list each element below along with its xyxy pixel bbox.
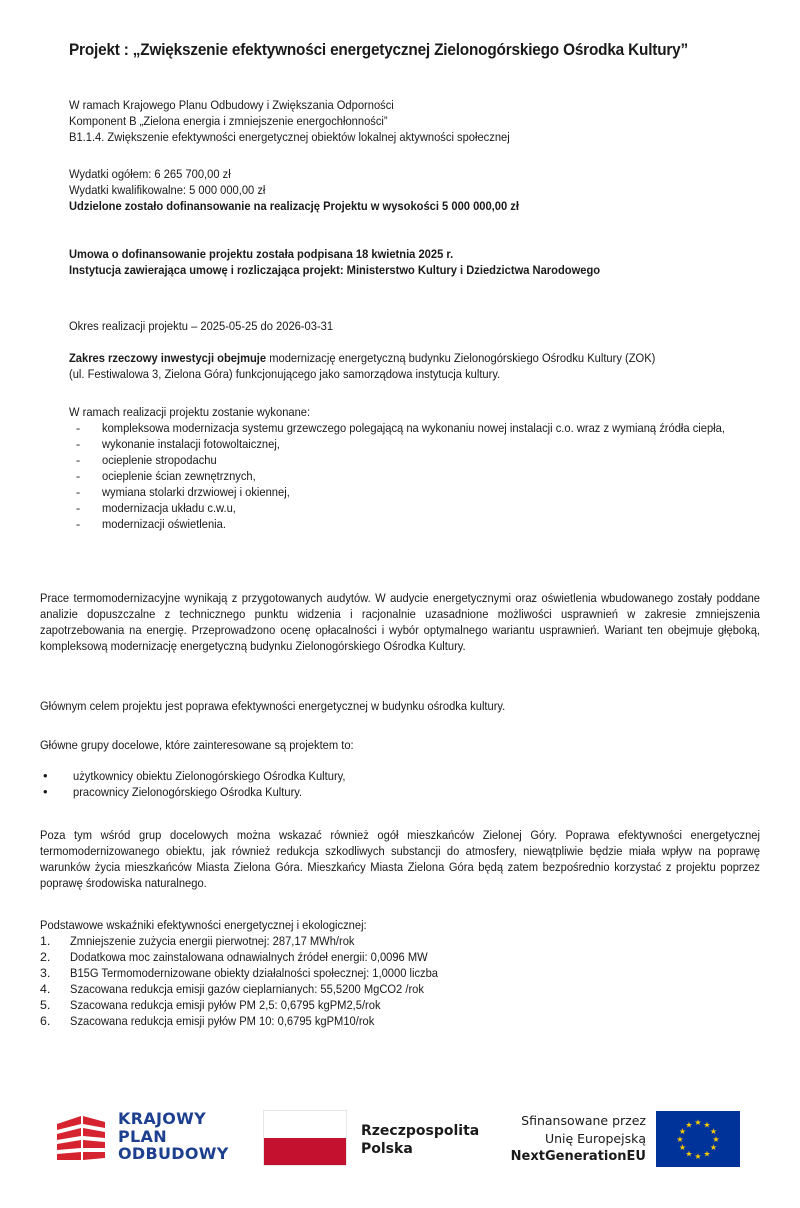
finance-info [69, 166, 769, 214]
svg-text:★: ★ [678, 1143, 687, 1152]
svg-text:★: ★ [709, 1143, 718, 1152]
svg-text:★: ★ [709, 1127, 718, 1136]
polish-flag-icon [263, 1110, 347, 1166]
svg-text:★: ★ [712, 1135, 720, 1144]
agreement-info [69, 246, 769, 278]
list-item: - modernizacja układu c.w.u, [76, 501, 236, 515]
list-item: 6. Szacowana redukcja emisji pyłów PM 10: 0,6795 kgPM10/rok [40, 1014, 375, 1028]
indicators-intro: Podstawowe wskaźniki efektywności energetycznej i ekologicznej: [40, 918, 367, 932]
project-period [69, 318, 769, 334]
target-groups-intro: Główne grupy docelowe, które zainteresowane są projektem to: [40, 738, 354, 752]
list-item: 5. Szacowana redukcja emisji pyłów PM 2,5: 0,6795 kgPM2,5/rok [40, 998, 381, 1012]
list-item: 1. Zmniejszenie zużycia energii pierwotnej: 287,17 MWh/rok [40, 934, 355, 948]
svg-text:★: ★ [685, 1120, 693, 1130]
target-groups [40, 737, 760, 800]
residents-paragraph: Poza tym wśród grup docelowych można wskazać również ogół mieszkańców Zielonej Góry. Poprawa efektywności energetycznej termomodernizowanego obiektu, jak również redukcja szkodliwych substancji do atmosfery, niewątpliwie będzie miała wpływ na poprawę warunków życia mieszkańców Miasta Zielona Góra. Mieszkańcy Miasta Zielona Góra będą zatem bezpośrednio korzystać z projektu poprzez poprawę środowiska naturalnego. [40, 828, 760, 890]
main-goal [40, 698, 760, 714]
list-item: • użytkownicy obiektu Zielonogórskiego Ośrodka Kultury, [43, 768, 346, 783]
eu-line-2: Unię Europejską [544, 1131, 646, 1146]
item-number: 6. [40, 1014, 51, 1028]
svg-text:★: ★ [676, 1135, 684, 1144]
list-item: • pracownicy Zielonogórskiego Ośrodka Kultury. [43, 784, 303, 799]
list-item: 4. Szacowana redukcja emisji gazów cieplarnianych: 55,5200 MgCO2 /rok [40, 982, 424, 996]
eu-flag-icon [656, 1111, 740, 1167]
main-goal-text: Głównym celem projektu jest poprawa efektywności energetycznej w budynku ośrodka kultury. [40, 699, 506, 713]
kpo-wordmark [118, 1110, 229, 1163]
measure-line: B1.1.4. Zwiększenie efektywności energetycznej obiektów lokalnej aktywności społecznej [69, 130, 510, 144]
works-intro: W ramach realizacji projektu zostanie wykonane: [69, 405, 311, 419]
list-item: - modernizacji oświetlenia. [76, 517, 226, 531]
bullet-marker: • [43, 784, 48, 799]
svg-text:★: ★ [703, 1149, 711, 1159]
dash-marker: - [76, 517, 81, 531]
indicators-list [40, 933, 760, 1029]
scope-text-1: modernizację energetyczną budynku Zielonogórskiego Ośrodku Kultury (ZOK) [266, 351, 656, 365]
list-item: 2. Dodatkowa moc zainstalowana odnawialnych źródeł energii: 0,0096 MW [40, 950, 428, 964]
kpo-logo [55, 1108, 245, 1170]
item-number: 3. [40, 966, 51, 980]
scope-text-2: (ul. Festiwalowa 3, Zielona Góra) funkcjonującego jako samorządowa instytucja kultury. [69, 367, 501, 381]
grant-amount: Udzielone zostało dofinansowanie na realizację Projektu w wysokości 5 000 000,00 zł [69, 199, 519, 213]
eu-line-3: NextGenerationEU [510, 1149, 646, 1164]
total-expenses: Wydatki ogółem: 6 265 700,00 zł [69, 167, 231, 181]
svg-text:★: ★ [694, 1118, 702, 1127]
rzeczpospolita-polska-logo [263, 1110, 483, 1168]
target-groups-list [40, 768, 760, 800]
item-number: 4. [40, 982, 51, 996]
dash-marker: - [76, 501, 81, 515]
svg-text:★: ★ [685, 1149, 693, 1159]
list-item: - ocieplenie stropodachu [76, 453, 217, 467]
kpo-line-3: ODBUDOWY [118, 1144, 229, 1163]
works-list [69, 420, 769, 532]
rp-line-1: Rzeczpospolita [361, 1123, 480, 1139]
item-number: 5. [40, 998, 51, 1012]
component-line: Komponent B „Zielona energia i zmniejszenie energochłonności” [69, 114, 388, 128]
eligible-expenses: Wydatki kwalifikowalne: 5 000 000,00 zł [69, 183, 266, 197]
eu-wordmark [511, 1112, 646, 1166]
svg-text:★: ★ [678, 1127, 687, 1136]
list-item: 3. B15G Termomodernizowane obiekty działalności społecznej: 1,0000 liczba [40, 966, 439, 980]
scope-lead: Zakres rzeczowy inwestycji obejmuje [69, 351, 267, 365]
works-section [69, 404, 769, 532]
page-title: Projekt : „Zwiększenie efektywności energetycznej Zielonogórskiego Ośrodka Kultury” [69, 41, 689, 59]
item-number: 2. [40, 950, 51, 964]
eu-funding-logo [508, 1110, 748, 1168]
dash-marker: - [76, 437, 81, 451]
program-info [69, 97, 769, 145]
period-text: Okres realizacji projektu – 2025-05-25 do 2026-03-31 [69, 319, 334, 333]
bullet-marker: • [43, 768, 48, 783]
svg-text:★: ★ [694, 1152, 702, 1161]
agreement-signed: Umowa o dofinansowanie projektu została podpisana 18 kwietnia 2025 r. [69, 247, 454, 261]
dash-marker: - [76, 421, 81, 435]
svg-text:★: ★ [703, 1120, 711, 1130]
funding-logos-footer [0, 1100, 800, 1180]
dash-marker: - [76, 485, 81, 499]
indicators-section [40, 917, 760, 1029]
eu-line-1: Sfinansowane przez [521, 1113, 646, 1128]
dash-marker: - [76, 469, 81, 483]
item-number: 1. [40, 934, 51, 948]
rp-line-2: Polska [361, 1141, 413, 1157]
agreement-institution: Instytucja zawierająca umowę i rozliczająca projekt: Ministerstwo Kultury i Dziedzictwa Narodowego [69, 263, 601, 277]
program-line: W ramach Krajowego Planu Odbudowy i Zwiększania Odporności [69, 98, 394, 112]
kpo-line-2: PLAN [118, 1126, 167, 1146]
kpo-line-1: KRAJOWY [118, 1109, 206, 1128]
dash-marker: - [76, 453, 81, 467]
list-item: - ocieplenie ścian zewnętrznych, [76, 469, 256, 483]
list-item: - kompleksowa modernizacja systemu grzewczego polegającą na wykonaniu nowej instalacji c.o. wraz z wymianą źródła ciepła, [76, 421, 725, 435]
list-item: - wykonanie instalacji fotowoltaicznej, [76, 437, 280, 451]
audit-paragraph: Prace termomodernizacyjne wynikają z przygotowanych audytów. W audycie energetycznymi oraz oświetlenia wbudowanego zostały poddane analizie dopuszczalne z technicznego punktu widzenia i racjonalnie uzasadnione możliwości usprawnień w zakresie zmniejszenia zapotrzebowania na energię. Przeprowadzono ocenę opłacalności i wybór optymalnego wariantu usprawnień. Wariant ten obejmuje głęboką, kompleksową modernizację energetyczną budynku Zielonogórskiego Ośrodka Kultury. [40, 591, 760, 653]
scope-paragraph [69, 350, 769, 382]
kpo-building-icon [55, 1112, 111, 1168]
list-item: - wymiana stolarki drzwiowej i okiennej, [76, 485, 290, 499]
rp-wordmark [361, 1122, 479, 1158]
